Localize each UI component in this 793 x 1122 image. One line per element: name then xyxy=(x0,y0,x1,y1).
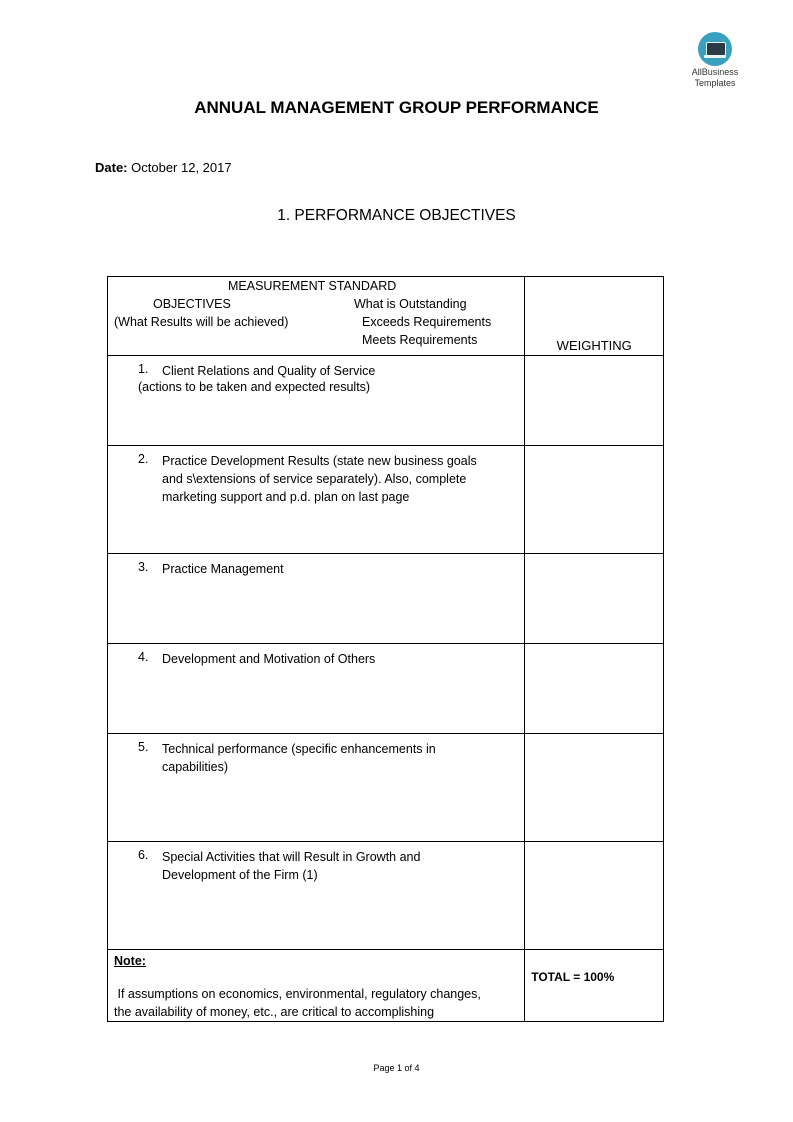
weighting-cell-4[interactable] xyxy=(525,644,664,734)
outstanding-label: What is Outstanding xyxy=(354,297,467,311)
note-line: the availability of money, etc., are critical to accomplishing xyxy=(114,1005,435,1019)
date-line xyxy=(95,160,232,175)
laptop-icon xyxy=(698,32,732,66)
objective-text: Practice Management xyxy=(162,562,284,576)
objective-text: Special Activities that will Result in Growth and xyxy=(162,850,421,864)
objective-text: marketing support and p.d. plan on last page xyxy=(162,490,410,504)
objective-subtext: (actions to be taken and expected results) xyxy=(138,380,371,394)
date-label: Date: xyxy=(95,160,128,175)
objective-number: 1. xyxy=(138,362,149,376)
page-number: Page 1 of 4 xyxy=(373,1063,420,1073)
objective-cell-5[interactable] xyxy=(108,734,525,842)
objectives-sub-label: (What Results will be achieved) xyxy=(114,315,289,329)
objective-text: Development of the Firm (1) xyxy=(162,868,318,882)
objective-cell-3[interactable] xyxy=(108,554,525,644)
table-row xyxy=(108,842,664,950)
objective-cell-4[interactable] xyxy=(108,644,525,734)
total-label: TOTAL = 100% xyxy=(531,970,615,984)
weighting-cell-6[interactable] xyxy=(525,842,664,950)
weighting-cell-5[interactable] xyxy=(525,734,664,842)
objective-cell-1[interactable] xyxy=(108,356,525,446)
objectives-label: OBJECTIVES xyxy=(153,297,231,311)
table-row xyxy=(108,554,664,644)
header-weighting-cell xyxy=(525,277,664,356)
note-line: If assumptions on economics, environmental, regulatory changes, xyxy=(114,987,481,1001)
objective-cell-6[interactable] xyxy=(108,842,525,950)
measurement-standard-label: MEASUREMENT STANDARD xyxy=(228,279,397,293)
table-row xyxy=(108,446,664,554)
total-cell[interactable] xyxy=(525,950,664,1022)
objective-text: Practice Development Results (state new business goals xyxy=(162,454,477,468)
meets-label: Meets Requirements xyxy=(362,333,478,347)
table-row xyxy=(108,644,664,734)
header-objectives-cell xyxy=(108,277,525,356)
weighting-cell-1[interactable] xyxy=(525,356,664,446)
weighting-cell-2[interactable] xyxy=(525,446,664,554)
objective-text: and s\extensions of service separately). Also, complete xyxy=(162,472,467,486)
weighting-label: WEIGHTING xyxy=(556,338,632,353)
logo-text-line1: AllBusiness xyxy=(691,67,739,77)
table-note-row xyxy=(108,950,664,1022)
objective-text: capabilities) xyxy=(162,760,229,774)
objective-text: Technical performance (specific enhancements in xyxy=(162,742,436,756)
objective-number: 6. xyxy=(138,848,149,862)
note-text xyxy=(114,985,524,1021)
table-row xyxy=(108,356,664,446)
allbusiness-logo xyxy=(686,32,744,88)
table-header-row xyxy=(108,277,664,356)
logo-text-line2: Templates xyxy=(694,78,736,88)
note-label: Note: xyxy=(114,954,146,968)
date-value: October 12, 2017 xyxy=(131,160,232,175)
table-row xyxy=(108,734,664,842)
section-title: 1. PERFORMANCE OBJECTIVES xyxy=(277,207,516,224)
objective-cell-2[interactable] xyxy=(108,446,525,554)
note-cell[interactable] xyxy=(108,950,525,1022)
objective-number: 4. xyxy=(138,650,149,664)
objective-number: 3. xyxy=(138,560,149,574)
objective-number: 5. xyxy=(138,740,149,754)
objective-text: Client Relations and Quality of Service xyxy=(162,364,376,378)
objective-text: Development and Motivation of Others xyxy=(162,652,376,666)
performance-objectives-table xyxy=(107,276,664,1022)
exceeds-label: Exceeds Requirements xyxy=(362,315,492,329)
objective-number: 2. xyxy=(138,452,149,466)
weighting-cell-3[interactable] xyxy=(525,554,664,644)
document-title: ANNUAL MANAGEMENT GROUP PERFORMANCE xyxy=(194,98,599,117)
